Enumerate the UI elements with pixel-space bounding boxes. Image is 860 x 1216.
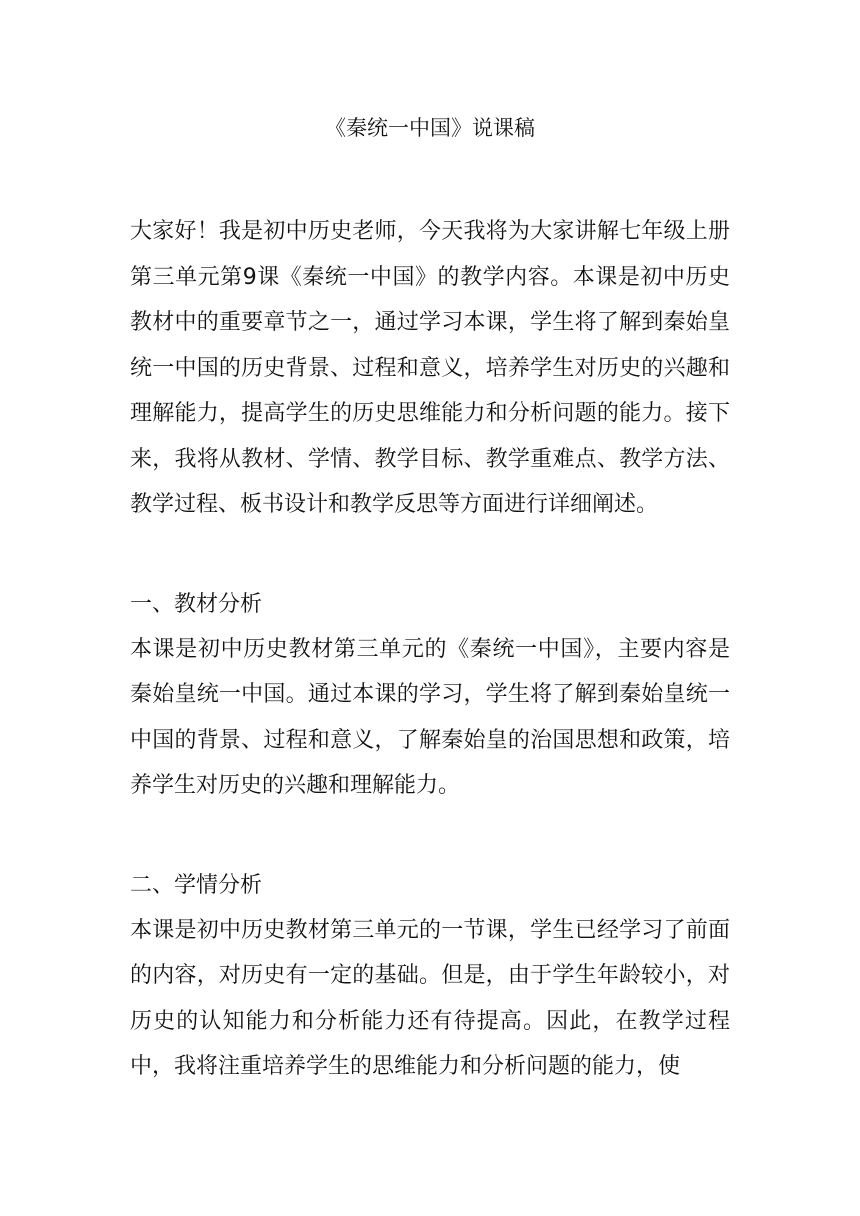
document-title: 《秦统一中国》说课稿 bbox=[325, 116, 535, 140]
section-body-textbook-analysis: 本课是初中历史教材第三单元的《秦统一中国》，主要内容是秦始皇统一中国。通过本课的学习，学生将了解到秦始皇统一中国的背景、过程和意义，了解秦始皇的治国思想和政策，培养学生对历史的兴趣和理解能力。 bbox=[130, 636, 730, 798]
document-page bbox=[130, 108, 730, 1090]
section-heading-textbook-analysis: 一、教材分析 bbox=[130, 591, 263, 617]
section-body-student-analysis: 本课是初中历史教材第三单元的一节课，学生已经学习了前面的内容，对历史有一定的基础。但是，由于学生年龄较小，对历史的认知能力和分析能力还有待提高。因此，在教学过程中，我将注重培养学生的思维能力和分析问题的能力，使 bbox=[130, 917, 730, 1079]
intro-paragraph: 大家好！我是初中历史老师，今天我将为大家讲解七年级上册第三单元第9课《秦统一中国》的教学内容。本课是初中历史教材中的重要章节之一，通过学习本课，学生将了解到秦始皇统一中国的历史背景、过程和意义，培养学生对历史的兴趣和理解能力，提高学生的历史思维能力和分析问题的能力。接下来，我将从教材、学情、教学目标、教学重难点、教学方法、教学过程、板书设计和教学反思等方面进行详细阐述。 bbox=[130, 219, 730, 517]
section-heading-student-analysis: 二、学情分析 bbox=[130, 872, 263, 898]
